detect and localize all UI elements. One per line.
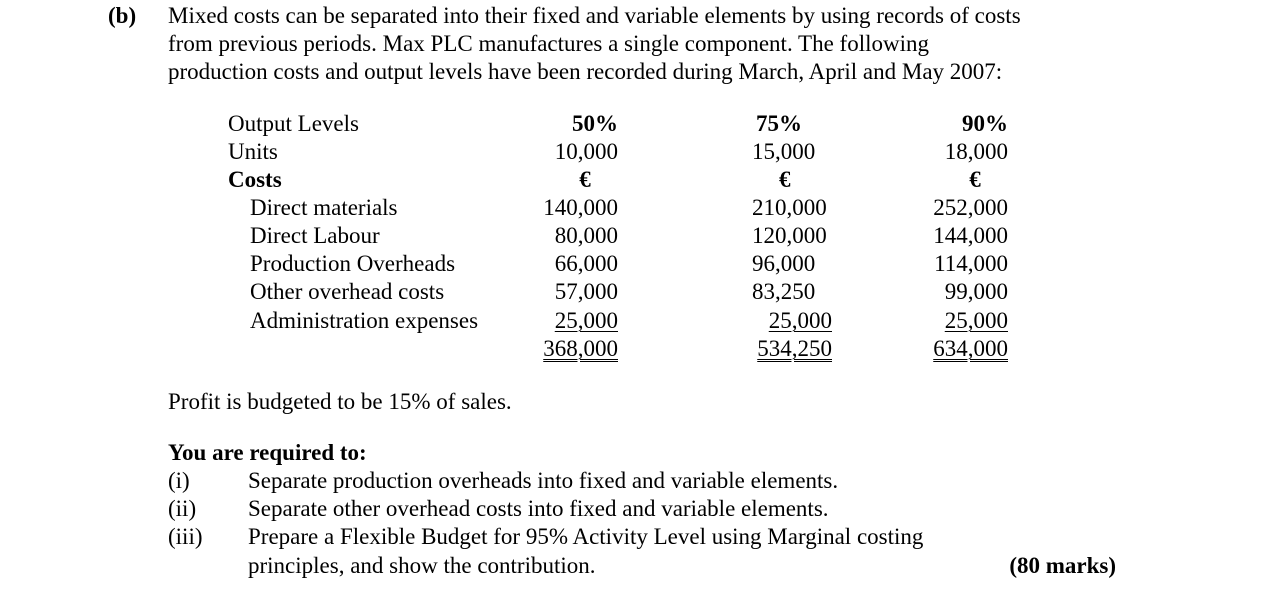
col3-currency: € (969, 167, 981, 192)
col2-level: 75% (756, 111, 802, 136)
col2-other-overhead-costs: 83,250 (752, 279, 816, 304)
costs-label: Costs (228, 167, 282, 192)
marks-label: (80 marks) (1009, 553, 1116, 578)
row-label-other-overhead-costs: Other overhead costs (250, 279, 445, 304)
task-2-text: Separate other overhead costs into fixed and variable elements. (248, 496, 829, 521)
required-heading: You are required to: (168, 440, 367, 465)
col2-production-overheads: 96,000 (752, 251, 816, 276)
output-levels-label: Output Levels (228, 111, 359, 136)
row-label-direct-labour: Direct Labour (250, 223, 380, 248)
col1-direct-materials: 140,000 (543, 195, 618, 220)
task-3-continuation: principles, and show the contribution. (248, 553, 596, 578)
task-1-number: (i) (168, 468, 190, 493)
col3-direct-labour: 144,000 (933, 223, 1008, 248)
col3-level: 90% (962, 111, 1008, 136)
col3-total: 634,000 (933, 336, 1008, 361)
col1-units: 10,000 (554, 139, 618, 164)
intro-line-1: Mixed costs can be separated into their fixed and variable elements by using records of costs (168, 3, 1021, 28)
col2-total: 534,250 (757, 336, 832, 361)
row-label-production-overheads: Production Overheads (250, 251, 456, 276)
intro-line-2: from previous periods. Max PLC manufactures a single component. The following (168, 31, 929, 56)
col2-direct-labour: 120,000 (752, 223, 827, 248)
col2-units: 15,000 (752, 139, 816, 164)
intro-line-3: production costs and output levels have been recorded during March, April and May 2007: (168, 59, 1003, 84)
col1-total: 368,000 (543, 336, 618, 361)
col3-other-overhead-costs: 99,000 (944, 279, 1008, 304)
col1-direct-labour: 80,000 (554, 223, 618, 248)
profit-note: Profit is budgeted to be 15% of sales. (168, 389, 512, 414)
task-3-text: Prepare a Flexible Budget for 95% Activity Level using Marginal costing (248, 524, 924, 549)
col3-production-overheads: 114,000 (934, 251, 1008, 276)
row-label-administration-expenses: Administration expenses (250, 308, 479, 333)
task-2-number: (ii) (168, 496, 197, 521)
task-3-number: (iii) (168, 524, 203, 549)
col3-units: 18,000 (944, 139, 1008, 164)
col2-administration-expenses: 25,000 (768, 308, 832, 333)
col1-other-overhead-costs: 57,000 (554, 279, 618, 304)
task-1-text: Separate production overheads into fixed and variable elements. (248, 468, 839, 493)
col2-direct-materials: 210,000 (752, 195, 827, 220)
col1-production-overheads: 66,000 (554, 251, 618, 276)
col3-direct-materials: 252,000 (933, 195, 1008, 220)
col1-currency: € (579, 167, 591, 192)
col1-administration-expenses: 25,000 (554, 308, 618, 333)
units-label: Units (228, 139, 278, 164)
row-label-direct-materials: Direct materials (250, 195, 398, 220)
col3-administration-expenses: 25,000 (944, 308, 1008, 333)
part-label: (b) (108, 3, 137, 28)
col1-level: 50% (572, 111, 618, 136)
col2-currency: € (779, 167, 791, 192)
